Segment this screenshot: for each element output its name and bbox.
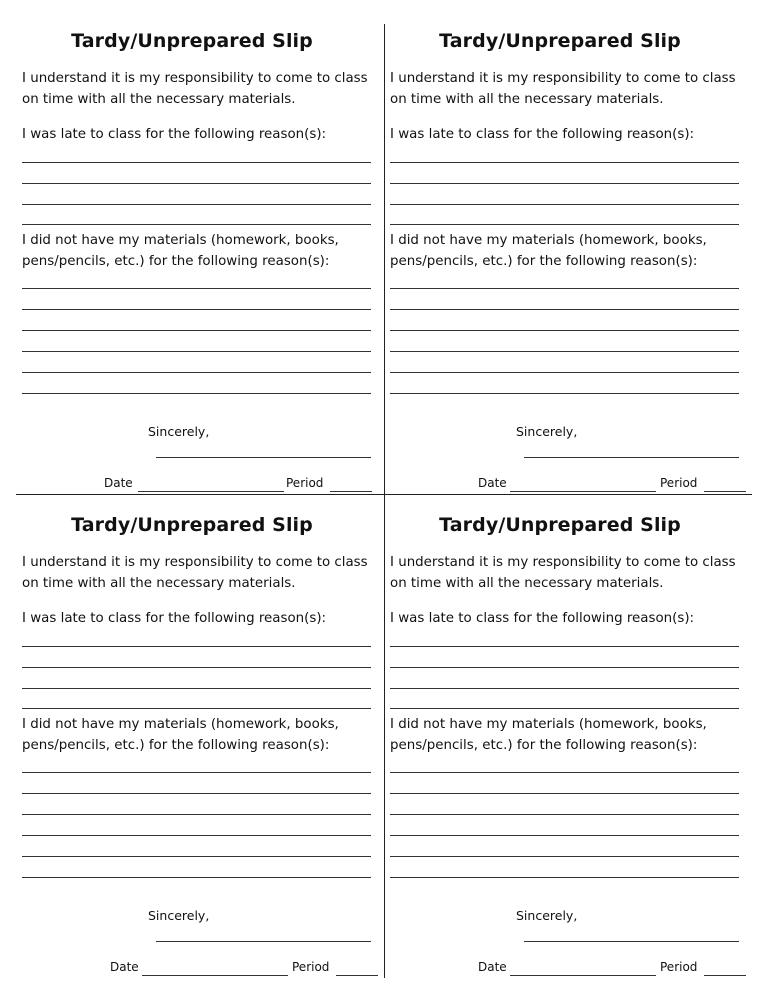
late-reason-line-3[interactable]	[390, 688, 739, 689]
materials-reason-line-2[interactable]	[22, 793, 371, 794]
materials-reason-prompt: I did not have my materials (homework, books, pens/pencils, etc.) for the following reason(s):	[390, 717, 707, 753]
late-reason-line-4[interactable]	[22, 708, 371, 709]
materials-reason-line-4[interactable]	[22, 351, 371, 352]
responsibility-statement: I understand it is my responsibility to come to class on time with all the necessary materials.	[22, 71, 368, 107]
materials-reason-prompt: I did not have my materials (homework, books, pens/pencils, etc.) for the following reason(s):	[390, 233, 707, 269]
responsibility-statement: I understand it is my responsibility to come to class on time with all the necessary materials.	[390, 71, 736, 107]
materials-reason-line-4[interactable]	[22, 835, 371, 836]
late-reason-line-1[interactable]	[390, 646, 739, 647]
late-reason-line-2[interactable]	[22, 183, 371, 184]
materials-reason-line-5[interactable]	[390, 372, 739, 373]
period-label: Period	[660, 960, 698, 974]
late-reason-line-1[interactable]	[390, 162, 739, 163]
date-blank[interactable]	[510, 491, 656, 492]
materials-reason-line-5[interactable]	[22, 856, 371, 857]
sincerely-label: Sincerely,	[516, 908, 578, 923]
date-blank[interactable]	[510, 975, 656, 976]
date-label: Date	[104, 476, 133, 490]
signature-line[interactable]	[156, 941, 371, 942]
period-blank[interactable]	[704, 975, 746, 976]
late-reason-line-1[interactable]	[22, 646, 371, 647]
slip-bottom-right	[384, 510, 736, 980]
materials-reason-line-3[interactable]	[22, 814, 371, 815]
sincerely-label: Sincerely,	[148, 908, 210, 923]
late-reason-line-3[interactable]	[390, 204, 739, 205]
signature-line[interactable]	[156, 457, 371, 458]
slip-top-left	[16, 26, 368, 496]
period-label: Period	[286, 476, 324, 490]
slip-top-right	[384, 26, 736, 496]
late-reason-line-2[interactable]	[390, 667, 739, 668]
materials-reason-line-3[interactable]	[22, 330, 371, 331]
materials-reason-line-6[interactable]	[22, 877, 371, 878]
materials-reason-line-2[interactable]	[22, 309, 371, 310]
materials-reason-line-1[interactable]	[22, 772, 371, 773]
materials-reason-line-3[interactable]	[390, 814, 739, 815]
period-blank[interactable]	[704, 491, 746, 492]
period-label: Period	[292, 960, 330, 974]
materials-reason-line-1[interactable]	[390, 772, 739, 773]
materials-reason-prompt: I did not have my materials (homework, books, pens/pencils, etc.) for the following reason(s):	[22, 717, 339, 753]
materials-reason-prompt: I did not have my materials (homework, books, pens/pencils, etc.) for the following reason(s):	[22, 233, 339, 269]
signature-line[interactable]	[524, 941, 739, 942]
period-blank[interactable]	[330, 491, 372, 492]
responsibility-statement: I understand it is my responsibility to come to class on time with all the necessary materials.	[390, 555, 736, 591]
late-reason-prompt: I was late to class for the following reason(s):	[22, 127, 327, 142]
sincerely-label: Sincerely,	[148, 424, 210, 439]
late-reason-line-4[interactable]	[390, 224, 739, 225]
date-label: Date	[478, 476, 507, 490]
materials-reason-line-5[interactable]	[390, 856, 739, 857]
materials-reason-line-6[interactable]	[22, 393, 371, 394]
materials-reason-line-2[interactable]	[390, 793, 739, 794]
date-label: Date	[478, 960, 507, 974]
materials-reason-line-5[interactable]	[22, 372, 371, 373]
late-reason-line-2[interactable]	[390, 183, 739, 184]
date-blank[interactable]	[142, 975, 288, 976]
slip-title: Tardy/Unprepared Slip	[439, 514, 681, 536]
slip-title: Tardy/Unprepared Slip	[439, 30, 681, 52]
materials-reason-line-4[interactable]	[390, 351, 739, 352]
late-reason-line-3[interactable]	[22, 204, 371, 205]
date-blank[interactable]	[138, 491, 284, 492]
late-reason-line-3[interactable]	[22, 688, 371, 689]
materials-reason-line-1[interactable]	[390, 288, 739, 289]
slip-title: Tardy/Unprepared Slip	[71, 30, 313, 52]
materials-reason-line-4[interactable]	[390, 835, 739, 836]
slip-bottom-left	[16, 510, 368, 980]
period-blank[interactable]	[336, 975, 378, 976]
materials-reason-line-2[interactable]	[390, 309, 739, 310]
materials-reason-line-1[interactable]	[22, 288, 371, 289]
sincerely-label: Sincerely,	[516, 424, 578, 439]
late-reason-prompt: I was late to class for the following reason(s):	[390, 611, 695, 626]
late-reason-line-1[interactable]	[22, 162, 371, 163]
period-label: Period	[660, 476, 698, 490]
materials-reason-line-6[interactable]	[390, 877, 739, 878]
materials-reason-line-3[interactable]	[390, 330, 739, 331]
late-reason-line-4[interactable]	[390, 708, 739, 709]
late-reason-prompt: I was late to class for the following reason(s):	[390, 127, 695, 142]
responsibility-statement: I understand it is my responsibility to come to class on time with all the necessary materials.	[22, 555, 368, 591]
late-reason-line-2[interactable]	[22, 667, 371, 668]
signature-line[interactable]	[524, 457, 739, 458]
slip-title: Tardy/Unprepared Slip	[71, 514, 313, 536]
late-reason-prompt: I was late to class for the following reason(s):	[22, 611, 327, 626]
date-label: Date	[110, 960, 139, 974]
materials-reason-line-6[interactable]	[390, 393, 739, 394]
late-reason-line-4[interactable]	[22, 224, 371, 225]
